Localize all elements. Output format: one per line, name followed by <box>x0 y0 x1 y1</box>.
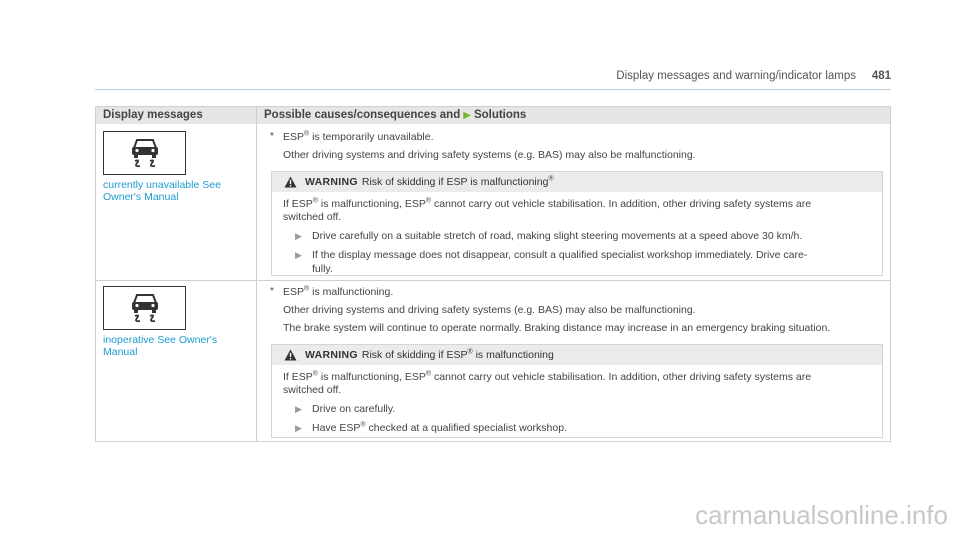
solution-step: Have ESP® checked at a qualified specialist workshop. <box>312 421 567 434</box>
esp-skid-icon <box>103 131 186 175</box>
warning-body: If ESP® is malfunctioning, ESP® cannot carry out vehicle stabilisation. In addition, other driving safety systems are <box>283 370 812 383</box>
message-caption: currently unavailable See Owner's Manual <box>103 179 221 203</box>
footnote-star: * <box>270 286 274 297</box>
display-messages-table <box>95 106 891 442</box>
warning-title: WARNING Risk of skidding if ESP is malfunctioning® <box>305 175 554 188</box>
solution-step: If the display message does not disappear, consult a qualified specialist workshop immediately. Drive care- <box>312 249 808 261</box>
header-rule <box>95 89 891 90</box>
warning-triangle-icon <box>284 349 297 361</box>
warning-body: switched off. <box>283 384 342 396</box>
solution-step: fully. <box>312 263 333 275</box>
warning-body: If ESP® is malfunctioning, ESP® cannot carry out vehicle stabilisation. In addition, other driving safety systems are <box>283 197 812 210</box>
column-divider <box>256 107 257 441</box>
step-arrow-icon: ▶ <box>295 423 302 433</box>
cause-line: Other driving systems and driving safety systems (e.g. BAS) may also be malfunctioning. <box>283 149 696 161</box>
page-header-title: Display messages and warning/indicator lamps <box>616 70 856 82</box>
table-header <box>96 107 890 124</box>
step-arrow-icon: ▶ <box>295 404 302 414</box>
warning-title: WARNING Risk of skidding if ESP® is malfunctioning <box>305 348 554 361</box>
step-arrow-icon: ▶ <box>295 231 302 241</box>
footnote-star: * <box>270 131 274 142</box>
warning-body: switched off. <box>283 211 342 223</box>
esp-skid-icon <box>103 286 186 330</box>
row-divider <box>96 280 890 281</box>
col-header-causes-solutions: Possible causes/consequences and ▶ Solutions <box>264 109 527 121</box>
cause-line: ESP® is malfunctioning. <box>283 285 394 298</box>
page-number: 481 <box>871 70 891 82</box>
warning-header <box>272 345 882 365</box>
col-header-display-messages: Display messages <box>103 109 203 121</box>
cause-line: ESP® is temporarily unavailable. <box>283 130 434 143</box>
warning-box <box>271 344 883 438</box>
site-watermark: carmanualsonline.info <box>695 500 948 530</box>
warning-box <box>271 171 883 276</box>
cause-line: Other driving systems and driving safety systems (e.g. BAS) may also be malfunctioning. <box>283 304 696 316</box>
cause-line: The brake system will continue to operate normally. Braking distance may increase in an emergency braking situation. <box>283 322 831 334</box>
step-arrow-icon: ▶ <box>295 250 302 260</box>
warning-triangle-icon <box>284 176 297 188</box>
solution-step: Drive on carefully. <box>312 403 396 415</box>
warning-header <box>272 172 882 192</box>
solutions-arrow-icon: ▶ <box>463 110 471 121</box>
solution-step: Drive carefully on a suitable stretch of road, making slight steering movements at a speed above 30 km/h. <box>312 230 803 242</box>
message-caption: inoperative See Owner's Manual <box>103 334 218 358</box>
